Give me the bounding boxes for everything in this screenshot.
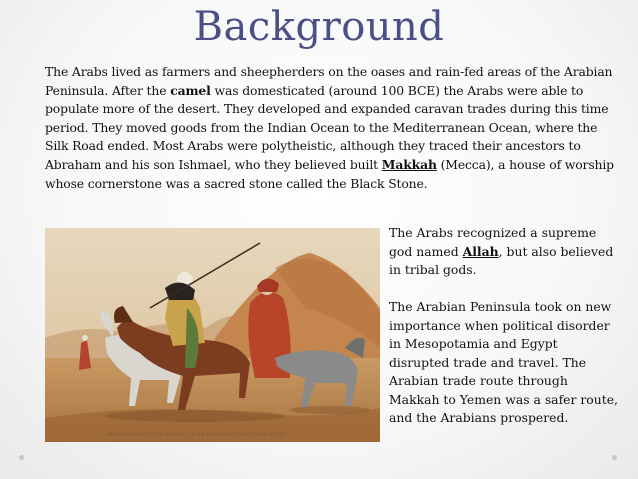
intro-paragraph xyxy=(45,63,615,193)
side-text-1: The Arabs recognized a supreme god named xyxy=(389,225,597,259)
painting-artwork xyxy=(45,228,380,442)
corner-dot-right xyxy=(612,455,617,460)
paragraph-gap xyxy=(389,280,619,299)
makkah-underline: Makkah xyxy=(381,156,437,172)
allah-underline: Allah xyxy=(462,243,499,259)
intro-text-1: The Arabs lived as farmers and sheepherders on the oases and rain-fed areas of the Arabian Peninsula. After the xyxy=(45,64,613,98)
makkah-keyword xyxy=(382,157,437,172)
slide-title: Background xyxy=(193,4,445,50)
side-paragraph-1 xyxy=(389,224,619,280)
camel-keyword: camel xyxy=(170,82,211,98)
desert-painting xyxy=(45,228,380,442)
allah-keyword xyxy=(463,244,499,259)
painting-caption: Arabs Crossing the Desert - Jean-Leon Gerome (1824-1904) xyxy=(107,431,286,438)
intro-text-3: (Mecca), a house of worship whose cornerstone was a sacred stone called the Black Stone. xyxy=(45,156,614,191)
side-paragraph-2: The Arabian Peninsula took on new importance when political disorder in Mesopotamia and Egypt disrupted trade and travel. The Arabian trade route through Makkah to Yemen was a safer route, and the Arabians prospered. xyxy=(389,299,618,425)
side-text-2: , but also believed in tribal gods. xyxy=(389,243,614,277)
side-text xyxy=(389,224,619,428)
intro-text-2: was domesticated (around 100 BCE) the Arabs were able to populate more of the desert. They developed and expanded caravan trades during this time period. They moved goods from the Indian Ocean to the Mediterranean Ocean, where the Silk Road ended. Most Arabs were polytheistic, although they traced their ancestors to Abraham and his son Ishmael, who they believed built xyxy=(45,82,609,172)
corner-dot-left xyxy=(19,455,24,460)
